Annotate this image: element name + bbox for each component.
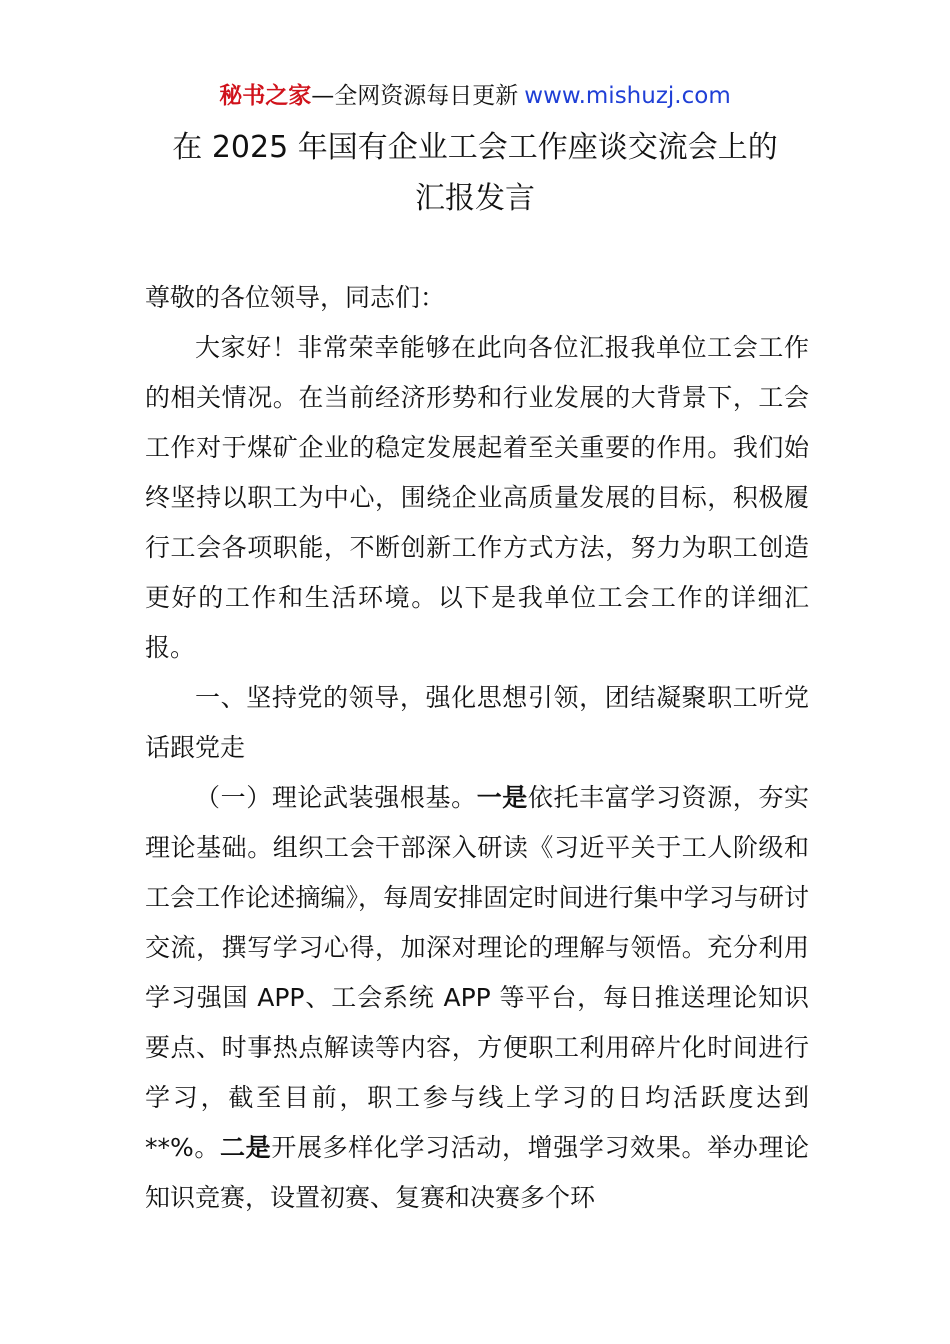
site-brand: 秘书之家 <box>219 83 312 109</box>
salutation: 尊敬的各位领导，同志们： <box>145 283 446 312</box>
subsection-lead: （一）理论武装强根基。 <box>195 783 477 812</box>
point-text-1: 依托丰富学习资源，夯实理论基础。组织工会干部深入研读《习近平关于工人阶级和工会工作论述摘编》，每周安排固定时间进行集中学习与研讨交流，撰写学习心得，加深对理论的理解与领悟。充分利用学习强国 APP、工会系统 APP 等平台，每日推送理论知识要点、时事热点解读等内容，方便职工利用碎片化时间进行学习，截至目前，职工参与线上学习的日均活跃度达到**%。 <box>145 783 809 1162</box>
site-url[interactable]: www.mishuzj.com <box>524 83 731 109</box>
point-marker-2: 二是 <box>220 1133 272 1162</box>
document-title <box>0 122 950 224</box>
subsection-paragraph-1 <box>145 773 809 1223</box>
intro-paragraph: 大家好！非常荣幸能够在此向各位汇报我单位工会工作的相关情况。在当前经济形势和行业发展的大背景下，工会工作对于煤矿企业的稳定发展起着至关重要的作用。我们始终坚持以职工为中心，围绕企业高质量发展的目标，积极履行工会各项职能，不断创新工作方式方法，努力为职工创造更好的工作和生活环境。以下是我单位工会工作的详细汇报。 <box>145 333 809 662</box>
site-header <box>0 80 950 112</box>
site-tagline: —全网资源每日更新 <box>311 83 519 109</box>
document-body <box>145 273 809 1223</box>
document-title-line-2: 汇报发言 <box>415 181 535 216</box>
point-text-2: 开展多样化学习活动，增强学习效果。举办理论知识竞赛，设置初赛、复赛和决赛多个环 <box>145 1133 809 1212</box>
section-heading-1: 一、坚持党的领导，强化思想引领，团结凝聚职工听党话跟党走 <box>145 683 809 762</box>
document-title-line-1: 在 2025 年国有企业工会工作座谈交流会上的 <box>172 130 778 165</box>
point-marker-1: 一是 <box>476 783 528 812</box>
